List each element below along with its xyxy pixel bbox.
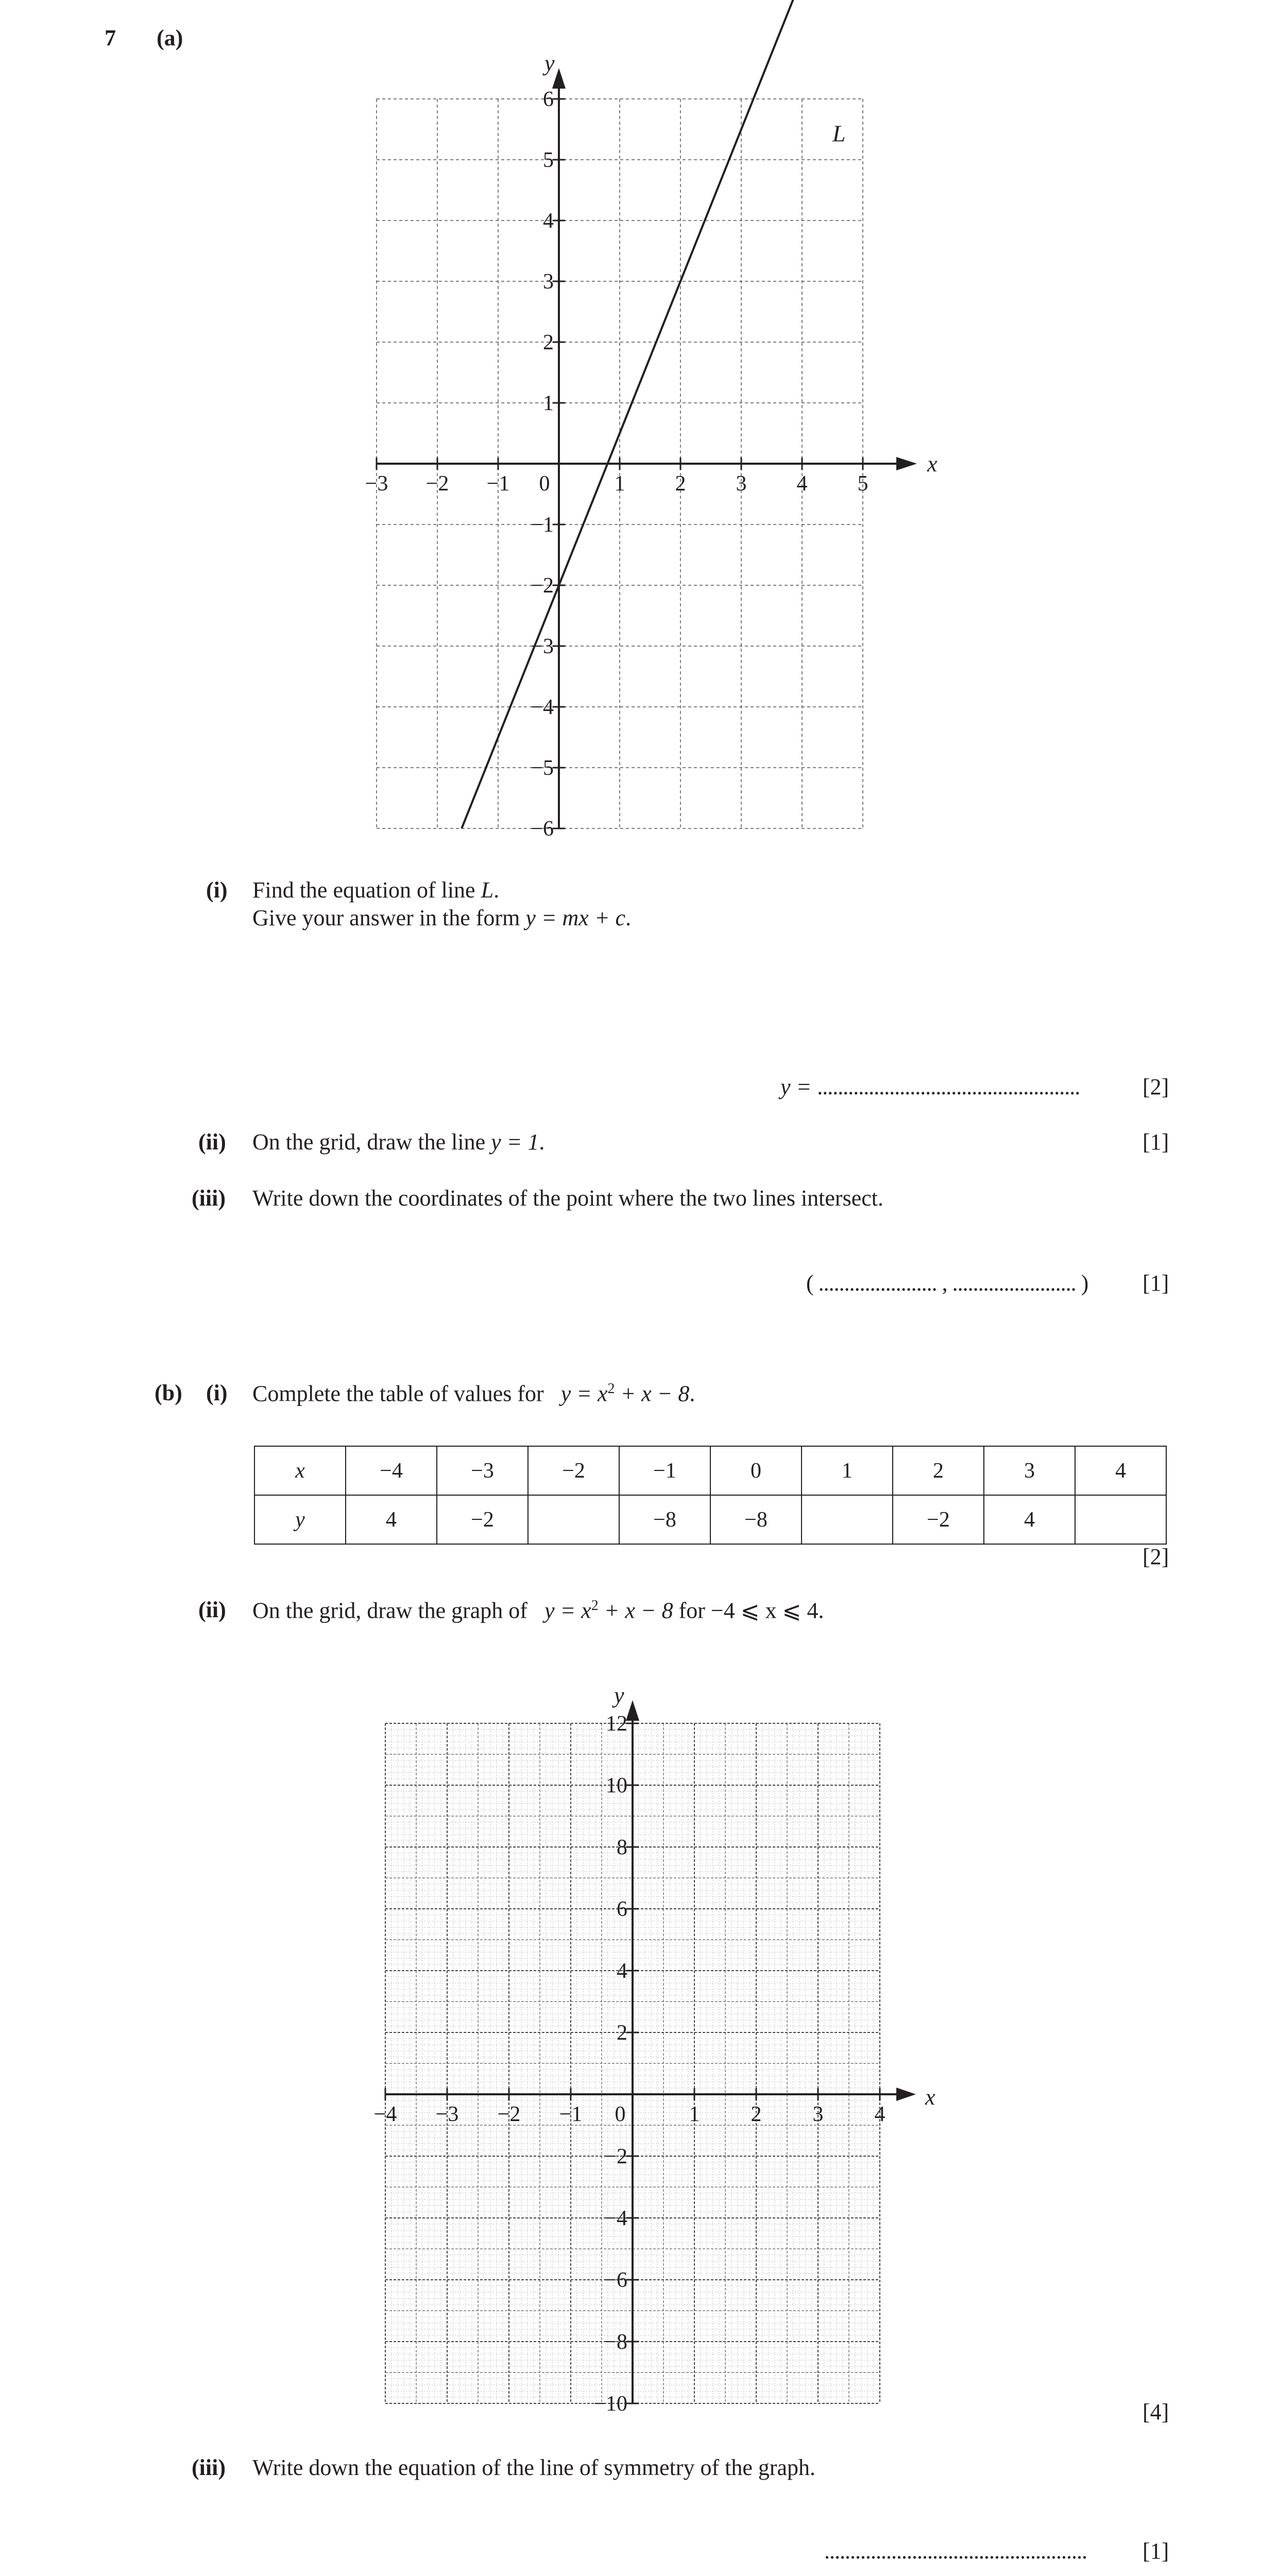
table-cell-blank[interactable] bbox=[802, 1495, 893, 1544]
y-tick-label: −4 bbox=[604, 2207, 627, 2230]
question-a-ii-label: (ii) bbox=[198, 1129, 226, 1155]
table-cell: 2 bbox=[893, 1446, 984, 1495]
table-row-y bbox=[254, 1495, 1166, 1544]
question-b-iii-text: Write down the equation of the line of symmetry of the graph. bbox=[252, 2455, 816, 2480]
question-b-ii-label: (ii) bbox=[198, 1597, 226, 1622]
x-tick-label: 0 bbox=[539, 472, 550, 496]
y-tick-label: −2 bbox=[604, 2145, 627, 2168]
x-tick-label: 0 bbox=[615, 2103, 626, 2126]
x-tick-label: 4 bbox=[796, 472, 808, 496]
table-cell: −4 bbox=[346, 1446, 437, 1495]
table-cell: 0 bbox=[710, 1446, 802, 1495]
x-tick-label: −4 bbox=[373, 2103, 397, 2126]
marks-a-i: [2] bbox=[1143, 1074, 1169, 1099]
question-number: 7 bbox=[105, 25, 116, 50]
question-b-ii-text: On the grid, draw the graph of $y = x^2 + x - 8$ for −4 ⩽ x ⩽ 4. bbox=[252, 1598, 824, 1623]
marks-b-ii: [4] bbox=[1143, 2399, 1169, 2425]
y-tick-label: −10 bbox=[593, 2392, 627, 2416]
line-L-label: L bbox=[832, 120, 846, 147]
x-tick-label: −3 bbox=[365, 472, 388, 496]
y-tick-label: 3 bbox=[543, 270, 554, 294]
y-tick-label: 1 bbox=[543, 392, 554, 415]
x-tick-label: 3 bbox=[812, 2103, 824, 2126]
x-tick-label: 2 bbox=[675, 472, 686, 496]
y-tick-label: 8 bbox=[617, 1836, 627, 1859]
y-tick-label: 5 bbox=[543, 148, 554, 172]
table-cell: −2 bbox=[893, 1495, 984, 1544]
x-tick-label: 4 bbox=[874, 2103, 885, 2126]
x-tick-label: −1 bbox=[559, 2103, 583, 2126]
x-axis-arrow-icon bbox=[896, 457, 917, 470]
question-a-i-line2: Give your answer in the form y = mx + c. bbox=[252, 905, 632, 930]
y-axis-label: y bbox=[614, 1683, 624, 1708]
y-tick-label: −3 bbox=[531, 635, 554, 658]
x-tick-label: 1 bbox=[689, 2103, 700, 2126]
question-a-i-label: (i) bbox=[206, 877, 228, 903]
table-cell: −2 bbox=[528, 1446, 619, 1495]
question-b-i-label: (i) bbox=[206, 1380, 228, 1405]
x-tick-label: −2 bbox=[497, 2103, 521, 2126]
answer-line[interactable]: ................................................... bbox=[817, 1074, 1080, 1099]
y-tick-label: −2 bbox=[531, 574, 554, 598]
y-tick-label: 6 bbox=[543, 88, 554, 111]
table-cell-blank[interactable] bbox=[528, 1495, 619, 1544]
x-tick-label: 3 bbox=[736, 472, 747, 496]
marks-a-ii: [1] bbox=[1143, 1129, 1169, 1155]
table-row-x bbox=[254, 1446, 1166, 1495]
part-a-label: (a) bbox=[157, 25, 183, 50]
table-cell: 1 bbox=[802, 1446, 893, 1495]
y-tick-label: 12 bbox=[606, 1712, 627, 1736]
y-axis-label: y bbox=[544, 50, 555, 76]
y-tick-label: 6 bbox=[617, 1897, 627, 1921]
y-axis-arrow-icon bbox=[626, 1700, 639, 1721]
marks-b-i: [2] bbox=[1143, 1544, 1169, 1569]
x-tick-label: 5 bbox=[857, 472, 868, 496]
marks-a-iii: [1] bbox=[1143, 1270, 1169, 1296]
y-tick-label: −8 bbox=[604, 2330, 627, 2354]
question-a-i-line1: Find the equation of line L. bbox=[252, 877, 500, 903]
y-tick-label: −6 bbox=[531, 817, 554, 841]
table-cell: −8 bbox=[619, 1495, 710, 1544]
answer-a-iii-coordinates[interactable]: ( ....................... , ........................ ) bbox=[806, 1270, 1088, 1296]
question-b-iii-label: (iii) bbox=[192, 2455, 226, 2480]
y-tick-label: −6 bbox=[604, 2268, 627, 2292]
table-cell: −8 bbox=[710, 1495, 802, 1544]
question-a-ii-text: On the grid, draw the line y = 1. bbox=[252, 1129, 545, 1155]
table-cell: −1 bbox=[619, 1446, 710, 1495]
y-tick-label: 4 bbox=[617, 1959, 627, 1983]
x-tick-label: −2 bbox=[425, 472, 449, 496]
graph-quadratic-grid[interactable] bbox=[340, 1646, 948, 2416]
marks-b-iii: [1] bbox=[1143, 2538, 1169, 2564]
x-tick-label: −1 bbox=[486, 472, 510, 496]
part-b-label: (b) bbox=[155, 1380, 182, 1405]
x-axis-label: x bbox=[925, 2084, 935, 2110]
graph-line-L[interactable] bbox=[340, 46, 948, 850]
y-tick-label: 2 bbox=[617, 2021, 627, 2045]
x-tick-label: −3 bbox=[435, 2103, 459, 2126]
x-tick-label: 2 bbox=[751, 2103, 762, 2126]
question-a-iii-label: (iii) bbox=[192, 1185, 226, 1211]
table-cell: 4 bbox=[346, 1495, 437, 1544]
table-header-y: y bbox=[254, 1495, 346, 1544]
question-b-i-text: Complete the table of values for $y = x^2 + x - 8$. bbox=[252, 1381, 695, 1406]
y-tick-label: 2 bbox=[543, 331, 554, 354]
answer-a-i[interactable]: y = ................................................... bbox=[780, 1074, 1080, 1099]
table-cell: 4 bbox=[984, 1495, 1075, 1544]
table-of-values bbox=[254, 1446, 1167, 1545]
y-tick-label: −4 bbox=[531, 696, 554, 719]
answer-b-iii[interactable]: ................................................... bbox=[824, 2538, 1087, 2564]
line-L bbox=[462, 0, 866, 828]
table-cell: −3 bbox=[437, 1446, 528, 1495]
y-tick-label: −1 bbox=[531, 513, 554, 537]
table-cell-blank[interactable] bbox=[1075, 1495, 1166, 1544]
question-a-iii-text: Write down the coordinates of the point where the two lines intersect. bbox=[252, 1185, 883, 1211]
table-cell: −2 bbox=[437, 1495, 528, 1544]
table-cell: 4 bbox=[1075, 1446, 1166, 1495]
y-tick-label: 4 bbox=[543, 209, 554, 233]
form-expression: y = mx + c bbox=[525, 905, 626, 930]
x-axis-arrow-icon bbox=[896, 2088, 916, 2101]
variable-L: L bbox=[481, 877, 494, 903]
x-axis-label: x bbox=[927, 451, 938, 477]
table-cell: 3 bbox=[984, 1446, 1075, 1495]
table-header-x: x bbox=[254, 1446, 346, 1495]
y-tick-label: 10 bbox=[606, 1774, 627, 1798]
x-tick-label: 1 bbox=[614, 472, 625, 496]
y-tick-label: −5 bbox=[531, 756, 554, 780]
